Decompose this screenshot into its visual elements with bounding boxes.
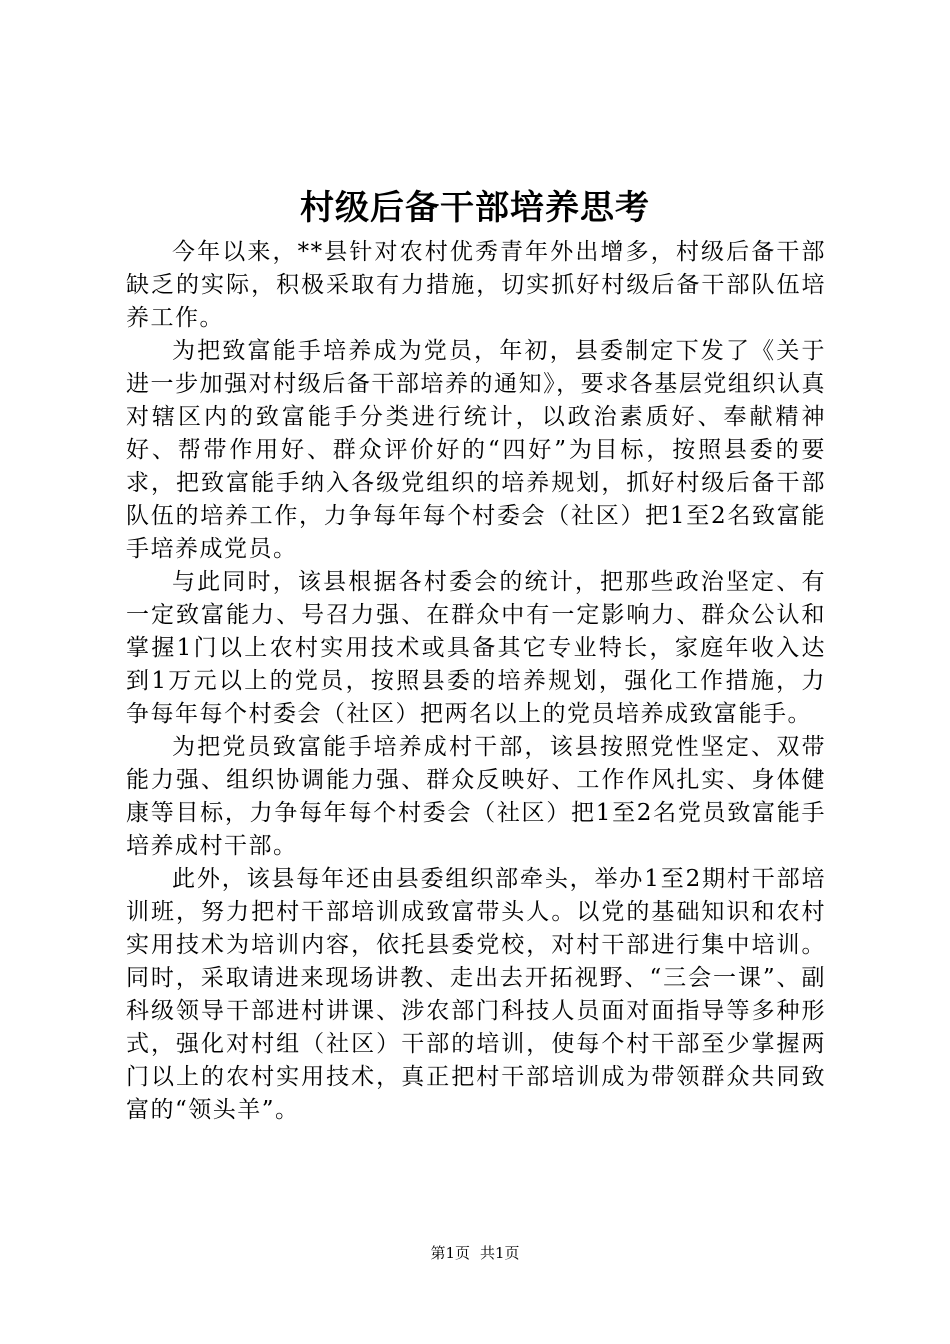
paragraph-wealth-leader-training: 与此同时，该县根据各村委会的统计，把那些政治坚定、有一定致富能力、号召力强、在群众中有一定影响力、群众公认和掌握1门以上农村实用技术或具备其它专业特长，家庭年收入达到1万元以上的党员，按照县委的培养规划，强化工作措施，力争每年每个村委会（社区）把两名以上的党员培养成致富能手。 xyxy=(126,569,826,727)
paragraph-village-cadre-training: 为把党员致富能手培养成村干部，该县按照党性坚定、双带能力强、组织协调能力强、群众反映好、工作作风扎实、身体健康等目标，力争每年每个村委会（社区）把1至2名党员致富能手培养成村干部。 xyxy=(126,734,826,859)
page-number-total: 共1页 xyxy=(480,1244,520,1262)
paragraph-training-courses: 此外，该县每年还由县委组织部牵头，举办1至2期村干部培训班，努力把村干部培训成致富带头人。以党的基础知识和农村实用技术为培训内容，依托县委党校，对村干部进行集中培训。同时，采取请进来现场讲教、走出去开拓视野、“三会一课”、副科级领导干部进村讲课、涉农部门科技人员面对面指导等多种形式，强化对村组（社区）干部的培训，使每个村干部至少掌握两门以上的农村实用技术，真正把村干部培训成为带领群众共同致富的“领头羊”。 xyxy=(126,866,826,1123)
page-footer xyxy=(0,1243,950,1263)
document-title: 村级后备干部培养思考 xyxy=(300,188,650,228)
document-body xyxy=(126,236,826,1127)
paragraph-party-member-training: 为把致富能手培养成为党员，年初，县委制定下发了《关于进一步加强对村级后备干部培养的通知》，要求各基层党组织认真对辖区内的致富能手分类进行统计，以政治素质好、奉献精神好、帮带作用好、群众评价好的“四好”为目标，按照县委的要求，把致富能手纳入各级党组织的培养规划，抓好村级后备干部队伍的培养工作，力争每年每个村委会（社区）把1至2名致富能手培养成党员。 xyxy=(126,338,826,562)
page-number-current: 第1页 xyxy=(430,1244,470,1262)
paragraph-intro: 今年以来，**县针对农村优秀青年外出增多，村级后备干部缺乏的实际，积极采取有力措施，切实抓好村级后备干部队伍培养工作。 xyxy=(126,239,826,331)
